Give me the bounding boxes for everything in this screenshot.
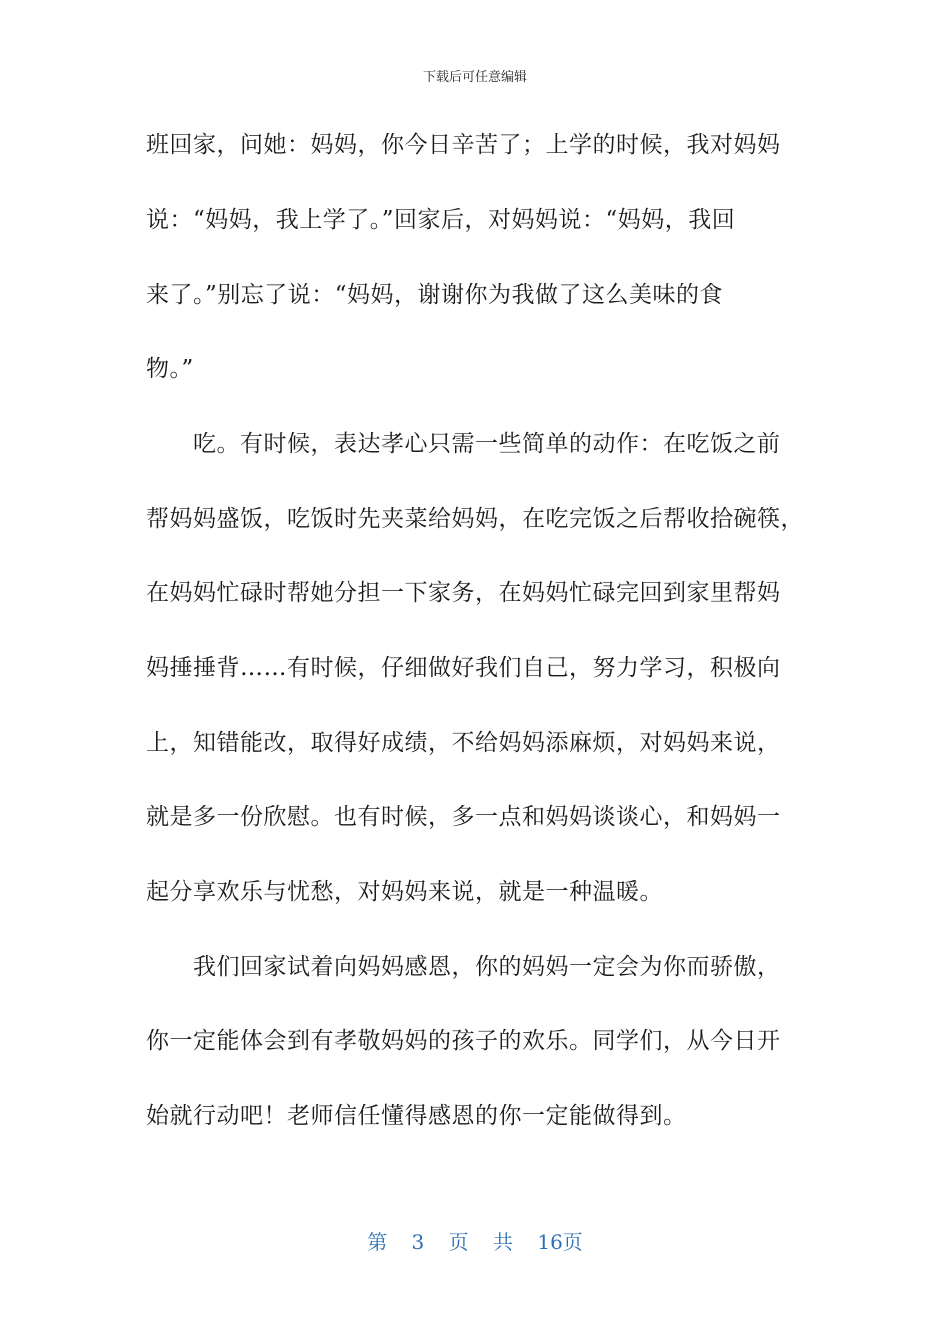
body-line: 上，知错能改，取得好成绩，不给妈妈添麻烦，对妈妈来说， (146, 730, 781, 756)
body-line: 吃。有时候，表达孝心只需一些简单的动作：在吃饭之前 (146, 431, 781, 457)
footer-current-page: 3 (411, 1230, 425, 1254)
body-line: 起分享欢乐与忧愁，对妈妈来说，就是一种温暖。 (146, 879, 663, 905)
footer-total-pages: 16页 (537, 1230, 583, 1254)
page-footer (0, 1226, 950, 1255)
body-line: 班回家，问她：妈妈，你今日辛苦了；上学的时候，我对妈妈 (146, 132, 781, 158)
footer-total-label: 共 (493, 1230, 513, 1254)
footer-page-label: 页 (448, 1230, 469, 1254)
page-header: 下载后可任意编辑 (422, 70, 527, 85)
body-line: 始就行动吧！老师信任懂得感恩的你一定能做得到。 (146, 1103, 687, 1129)
body-line: 妈捶捶背……有时候，仔细做好我们自己，努力学习，积极向 (146, 655, 781, 681)
body-line: 我们回家试着向妈妈感恩，你的妈妈一定会为你而骄傲， (146, 954, 781, 980)
body-line: 你一定能体会到有孝敬妈妈的孩子的欢乐。同学们，从今日开 (146, 1028, 781, 1054)
body-line: 就是多一份欣慰。也有时候，多一点和妈妈谈谈心，和妈妈一 (146, 804, 781, 830)
body-line: 来了。”别忘了说：“妈妈，谢谢你为我做了这么美味的食 (146, 282, 724, 308)
body-line: 说：“妈妈，我上学了。”回家后，对妈妈说：“妈妈，我回 (146, 207, 736, 233)
footer-prefix: 第 (367, 1230, 388, 1254)
body-line: 物。” (146, 356, 194, 382)
body-line: 帮妈妈盛饭，吃饭时先夹菜给妈妈，在吃完饭之后帮收拾碗筷， (146, 506, 804, 532)
body-line: 在妈妈忙碌时帮她分担一下家务，在妈妈忙碌完回到家里帮妈 (146, 580, 781, 606)
